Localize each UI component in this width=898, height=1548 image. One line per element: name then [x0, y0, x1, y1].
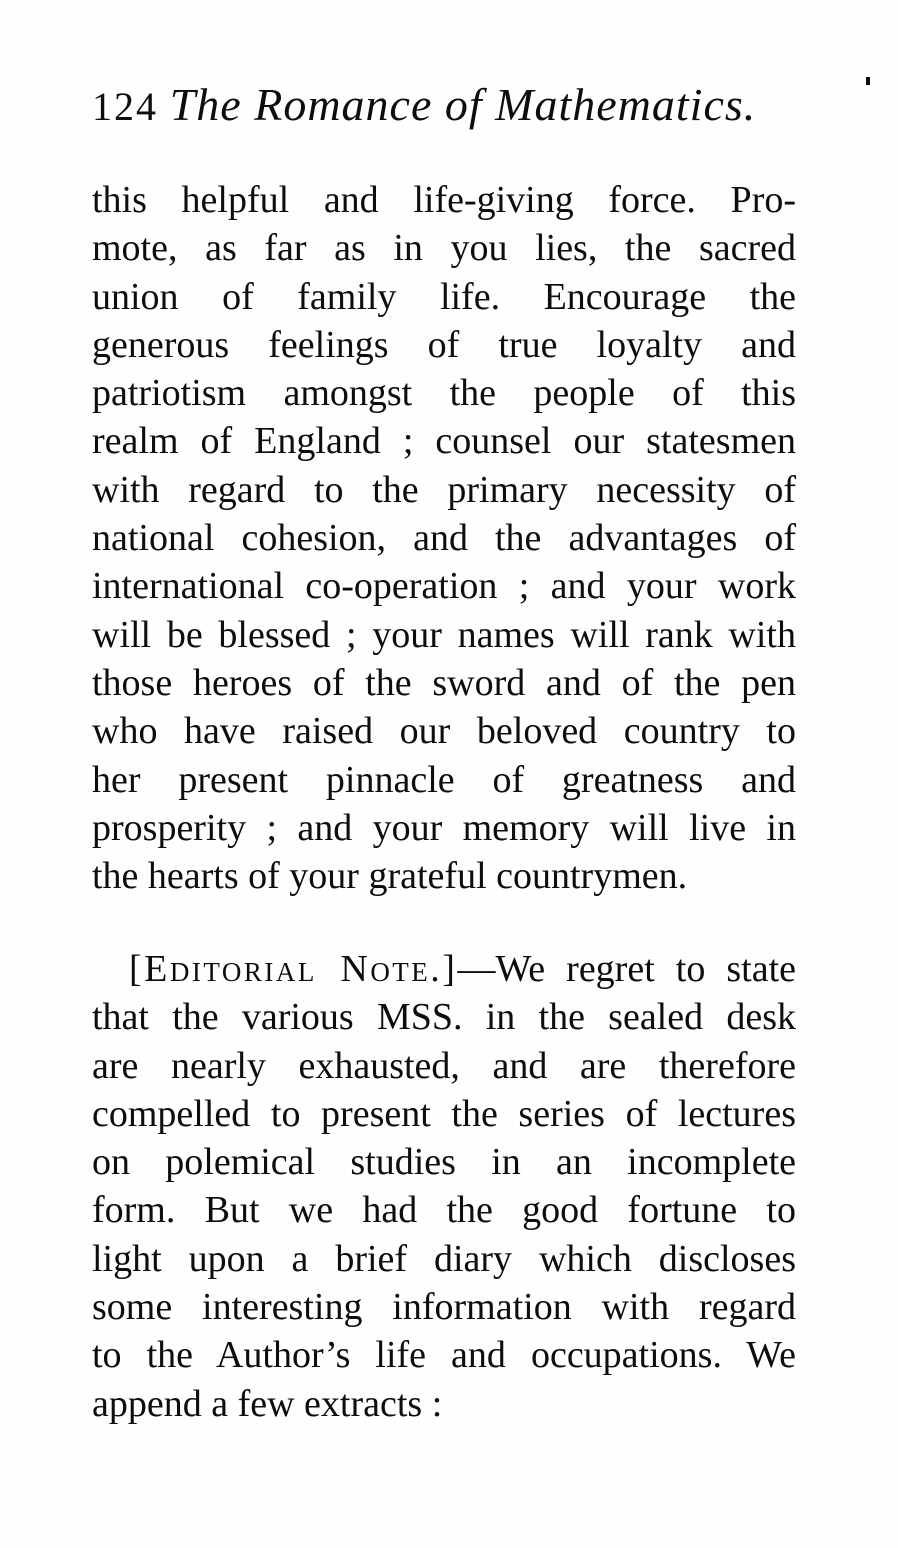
- text-line: will be blessed ; your names will rank with: [92, 613, 796, 656]
- text-line: prosperity ; and your memory will live in: [92, 806, 796, 849]
- text-line: light upon a brief diary which discloses: [92, 1237, 796, 1280]
- text-line: [92, 945, 796, 993]
- text-line: her present pinnacle of greatness and: [92, 758, 796, 801]
- text-line: append a few extracts :: [92, 1382, 443, 1425]
- text-line: national cohesion, and the advantages of: [92, 517, 796, 560]
- text-line: patriotism amongst the people of this: [92, 372, 796, 415]
- text-line: international co-operation ; and your work: [92, 565, 796, 608]
- text-line: generous feelings of true loyalty and: [92, 323, 796, 366]
- running-title: The Romance of Mathematics.: [169, 79, 757, 130]
- text-line: realm of England ; counsel our statesmen: [92, 420, 796, 463]
- text-line: compelled to present the series of lectures: [92, 1092, 796, 1135]
- text-line: to the Author’s life and occupations. We: [92, 1334, 796, 1377]
- text-line: mote, as far as in you lies, the sacred: [92, 227, 796, 270]
- text-line: who have raised our beloved country to: [92, 710, 796, 753]
- text-line: are nearly exhausted, and are therefore: [92, 1044, 796, 1087]
- text-line: union of family life. Encourage the: [92, 275, 796, 318]
- page-number: 124: [92, 84, 158, 129]
- text-line: some interesting information with regard: [92, 1286, 796, 1329]
- page-header: [92, 78, 796, 131]
- text-line: that the various MSS. in the sealed desk: [92, 996, 796, 1039]
- text-line: with regard to the primary necessity of: [92, 468, 796, 511]
- paragraph-2: [92, 945, 796, 1428]
- text-line: the hearts of your grateful countrymen.: [92, 855, 688, 898]
- text-line: form. But we had the good fortune to: [92, 1189, 796, 1232]
- text-line: those heroes of the sword and of the pen: [92, 661, 796, 704]
- text-line: on polemical studies in an incomplete: [92, 1141, 796, 1184]
- ink-speck-artifact: [866, 77, 870, 85]
- text-line: this helpful and life-giving force. Pro-: [92, 179, 796, 221]
- paragraph-1: [92, 176, 796, 900]
- editorial-note-label: [Editorial Note.]: [129, 948, 458, 990]
- text-run: —We regret to state: [457, 948, 796, 990]
